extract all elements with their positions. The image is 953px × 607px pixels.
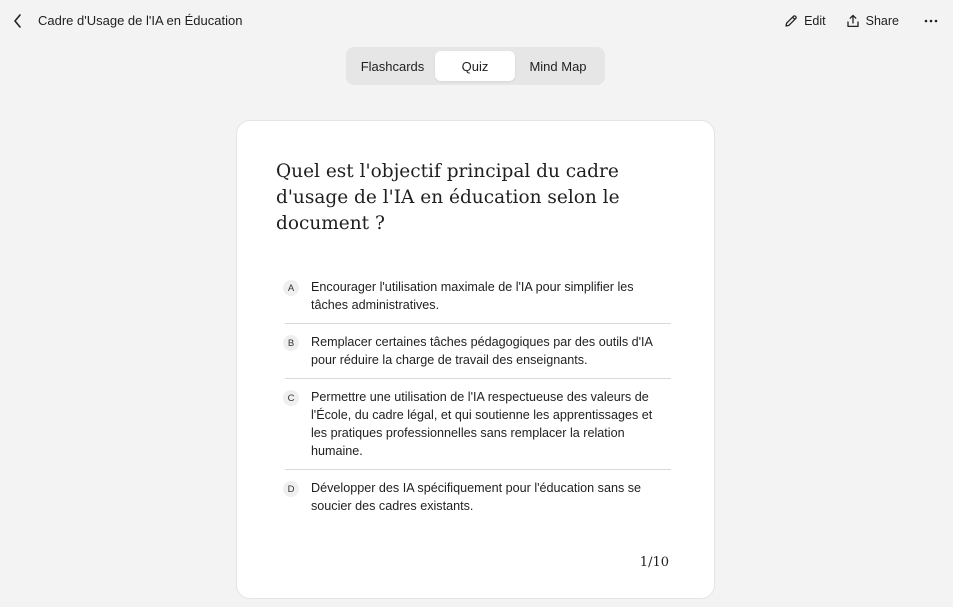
pencil-icon [784,14,798,28]
quiz-card [236,120,715,599]
edit-label: Edit [804,14,826,28]
option-text: Encourager l'utilisation maximale de l'IA pour simplifier les tâches administratives. [311,280,634,312]
share-label: Share [865,14,899,28]
tab-mind-map[interactable]: Mind Map [529,58,587,74]
option-letter: B [283,335,299,351]
tab-quiz[interactable]: Quiz [435,51,515,81]
top-actions [784,11,939,31]
answer-options [285,278,671,524]
option-letter: D [283,481,299,497]
document-title: Cadre d'Usage de l'IA en Éducation [38,13,243,28]
option-text: Remplacer certaines tâches pédagogiques par des outils d'IA pour réduire la charge de travail des enseignants. [311,335,653,367]
more-horizontal-icon [924,19,938,23]
tab-flashcards[interactable]: Flashcards [360,58,425,74]
top-bar [0,0,953,42]
edit-button[interactable] [784,14,826,28]
answer-option-b[interactable] [285,324,671,379]
more-options-button[interactable] [923,11,939,31]
chevron-left-icon [12,13,24,29]
view-tabs [346,47,605,85]
quiz-question: Quel est l'objectif principal du cadre d'usage de l'IA en éducation selon le document ? [276,161,620,234]
answer-option-c[interactable] [285,379,671,470]
option-letter: C [283,390,299,406]
option-text: Développer des IA spécifiquement pour l'éducation sans se soucier des cadres existants. [311,481,642,513]
back-button[interactable] [8,11,28,31]
option-text: Permettre une utilisation de l'IA respectueuse des valeurs de l'École, du cadre légal, et qui soutienne les apprentissages et les pratiques professionnelles sans remplacer la relation humaine. [311,390,653,458]
answer-option-d[interactable] [285,470,671,524]
share-icon [846,14,860,28]
answer-option-a[interactable] [285,278,671,324]
share-button[interactable] [846,14,899,28]
option-letter: A [283,280,299,296]
question-counter: 1/10 [639,555,669,570]
